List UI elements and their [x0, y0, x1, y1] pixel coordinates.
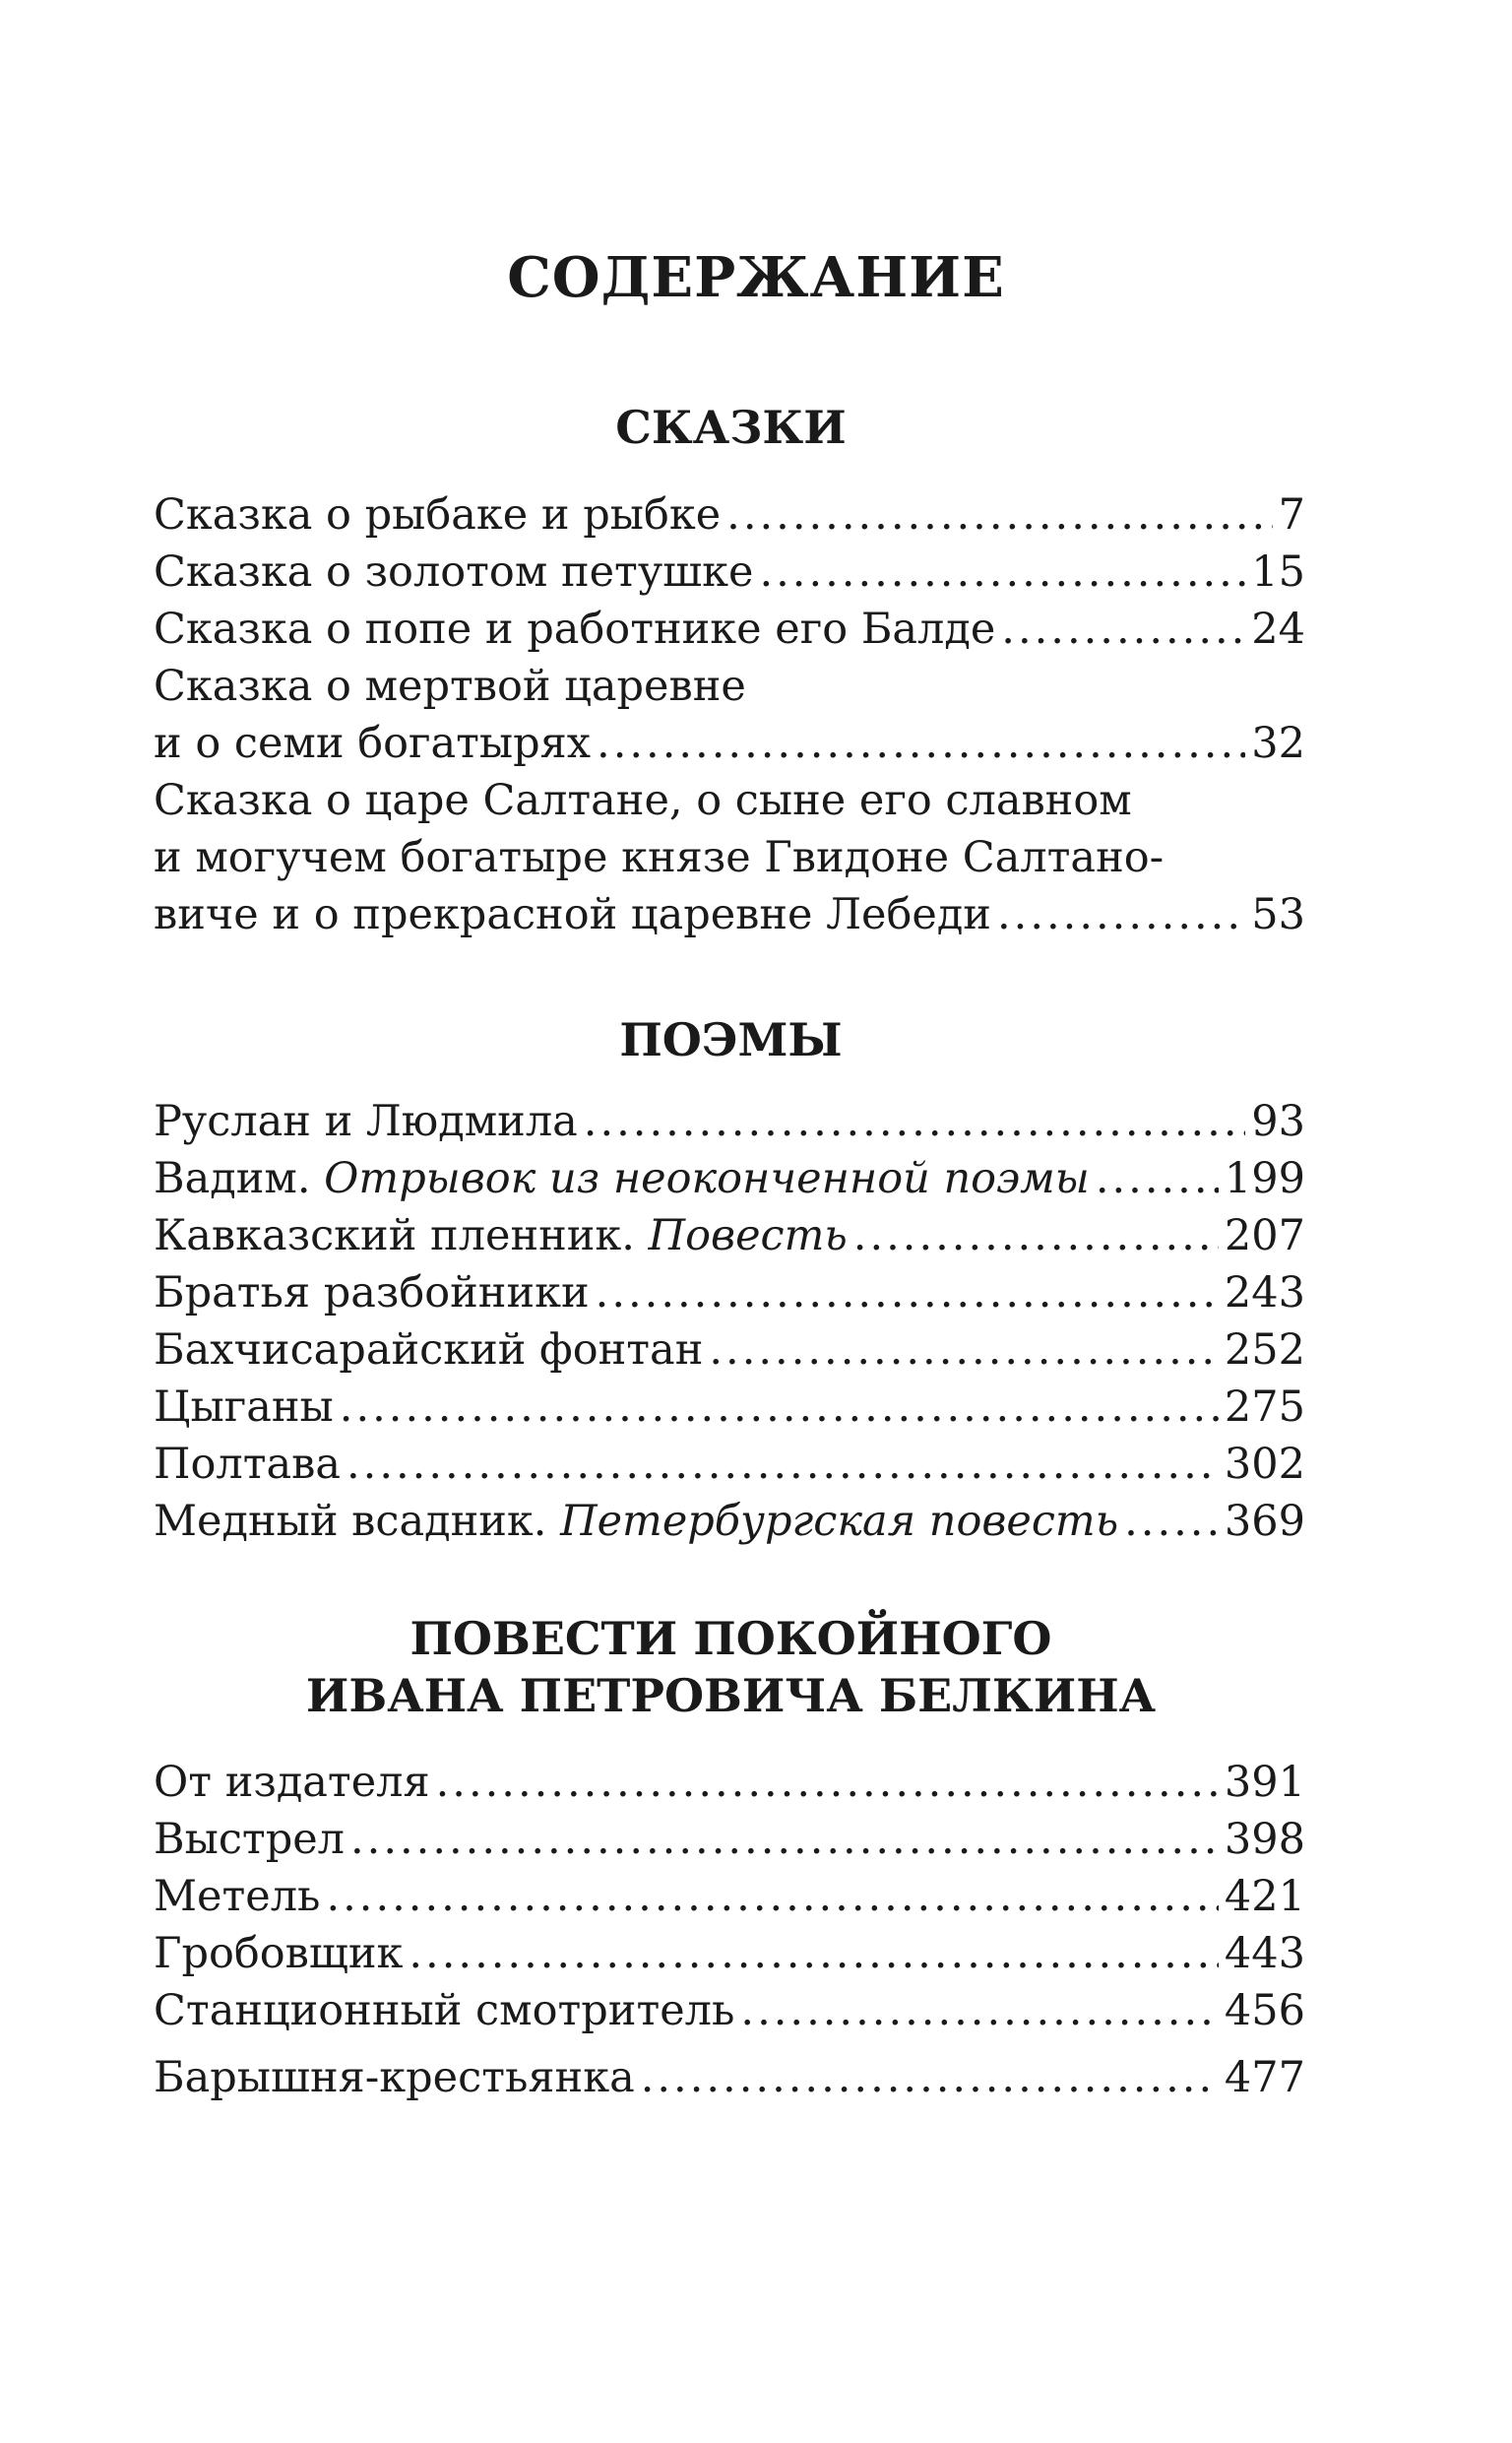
toc-list-skazki	[154, 486, 1305, 943]
leader-dots	[340, 1379, 1219, 1436]
leader-dots	[740, 1982, 1219, 2039]
leader-dots	[346, 1436, 1219, 1493]
page-number: 93	[1251, 1097, 1305, 1146]
page-number: 391	[1224, 1758, 1305, 1807]
entry-title: От издателя	[154, 1758, 430, 1807]
entry-title: виче и о прекрасной царевне Лебеди	[154, 890, 991, 939]
page-number: 456	[1224, 1986, 1305, 2035]
entry-title: Станционный смотритель	[154, 1986, 735, 2035]
toc-entry[interactable]	[154, 1868, 1305, 1925]
leader-dots	[853, 1207, 1219, 1264]
page-number: 398	[1224, 1815, 1305, 1864]
toc-list-belkin	[154, 1754, 1305, 2106]
entry-title: Выстрел	[154, 1815, 345, 1864]
leader-dots	[709, 1321, 1219, 1379]
leader-dots	[350, 1811, 1219, 1868]
entry-title: и о семи богатырях	[154, 719, 592, 768]
toc-entry[interactable]	[154, 772, 1305, 943]
page-number: 53	[1251, 890, 1305, 939]
entry-title-group	[154, 1150, 1090, 1207]
section-heading-belkin	[0, 1610, 1462, 1724]
toc-entry[interactable]	[154, 1379, 1305, 1436]
toc-entry[interactable]	[154, 1925, 1305, 1982]
entry-title: Медный всадник.	[154, 1497, 547, 1546]
leader-dots	[726, 486, 1272, 544]
entry-title: Полтава	[154, 1440, 341, 1489]
entry-title: Бахчисарайский фонтан	[154, 1325, 704, 1375]
entry-title-group	[154, 1207, 848, 1264]
toc-entry[interactable]	[154, 1150, 1305, 1207]
page-title: СОДЕРЖАНИЕ	[507, 245, 1005, 310]
entry-title: Барышня-крестьянка	[154, 2053, 635, 2102]
entry-title: Сказка о золотом петушке	[154, 547, 754, 597]
page-number: 24	[1251, 605, 1305, 654]
page-number: 7	[1278, 490, 1305, 540]
page-number: 421	[1224, 1872, 1305, 1921]
entry-title-line: Сказка о царе Салтане, о сыне его славном	[154, 776, 1132, 825]
toc-entry[interactable]	[154, 658, 1305, 772]
leader-dots	[326, 1868, 1218, 1925]
leader-dots	[436, 1754, 1219, 1811]
leader-dots	[1096, 1150, 1219, 1207]
toc-entry[interactable]	[154, 1436, 1305, 1493]
toc-entry[interactable]	[154, 1321, 1305, 1379]
toc-entry[interactable]	[154, 486, 1305, 544]
leader-dots	[641, 2049, 1219, 2106]
page-number: 207	[1224, 1211, 1305, 1260]
entry-subtitle: Отрывок из неоконченной поэмы	[324, 1154, 1090, 1203]
toc-entry[interactable]	[154, 1093, 1305, 1150]
entry-title: Цыганы	[154, 1382, 334, 1432]
page-number: 443	[1224, 1929, 1305, 1978]
entry-title: Сказка о попе и работнике его Балде	[154, 605, 996, 654]
page-number: 275	[1224, 1382, 1305, 1432]
leader-dots	[597, 715, 1245, 772]
leader-dots	[997, 886, 1245, 943]
page-number: 252	[1224, 1325, 1305, 1375]
entry-title: Кавказский пленник.	[154, 1211, 635, 1260]
entry-title: Сказка о рыбаке и рыбке	[154, 490, 722, 540]
page-number: 32	[1251, 719, 1305, 768]
entry-title: Гробовщик	[154, 1929, 404, 1978]
page-number: 199	[1224, 1154, 1305, 1203]
entry-title-line: Сказка о мертвой царевне	[154, 662, 746, 711]
section-heading-line: ПОЭМЫ	[619, 1013, 843, 1066]
leader-dots	[584, 1093, 1246, 1150]
entry-subtitle: Петербургская повесть	[560, 1497, 1119, 1546]
entry-title: Метель	[154, 1872, 321, 1921]
leader-dots	[596, 1264, 1219, 1321]
leader-dots	[1001, 601, 1245, 658]
page-number: 15	[1251, 547, 1305, 597]
entry-subtitle: Повесть	[648, 1211, 848, 1260]
entry-title: Вадим.	[154, 1154, 311, 1203]
toc-entry[interactable]	[154, 1982, 1305, 2039]
entry-title-line: и могучем богатыре князе Гвидоне Салтано-	[154, 833, 1165, 882]
toc-entry[interactable]	[154, 1811, 1305, 1868]
leader-dots	[1124, 1493, 1219, 1550]
toc-entry[interactable]	[154, 2049, 1305, 2106]
entry-title: Братья разбойники	[154, 1268, 590, 1318]
page-number: 477	[1224, 2053, 1305, 2102]
section-heading-line: ИВАНА ПЕТРОВИЧА БЕЛКИНА	[305, 1669, 1157, 1722]
entry-title-group	[154, 1493, 1118, 1550]
page-number: 302	[1224, 1440, 1305, 1489]
toc-entry[interactable]	[154, 1754, 1305, 1811]
toc-entry[interactable]	[154, 1264, 1305, 1321]
section-heading-skazki	[0, 399, 1462, 456]
page-number: 369	[1224, 1497, 1305, 1546]
section-heading-line: СКАЗКИ	[615, 401, 847, 454]
toc-entry[interactable]	[154, 1493, 1305, 1550]
section-heading-poemy	[0, 1011, 1462, 1068]
toc-list-poemy	[154, 1093, 1305, 1550]
leader-dots	[759, 544, 1245, 601]
section-heading-line: ПОВЕСТИ ПОКОЙНОГО	[410, 1612, 1052, 1665]
toc-entry[interactable]	[154, 601, 1305, 658]
leader-dots	[409, 1925, 1219, 1982]
toc-entry[interactable]	[154, 1207, 1305, 1264]
page-number: 243	[1224, 1268, 1305, 1318]
entry-title: Руслан и Людмила	[154, 1097, 578, 1146]
toc-entry[interactable]	[154, 544, 1305, 601]
